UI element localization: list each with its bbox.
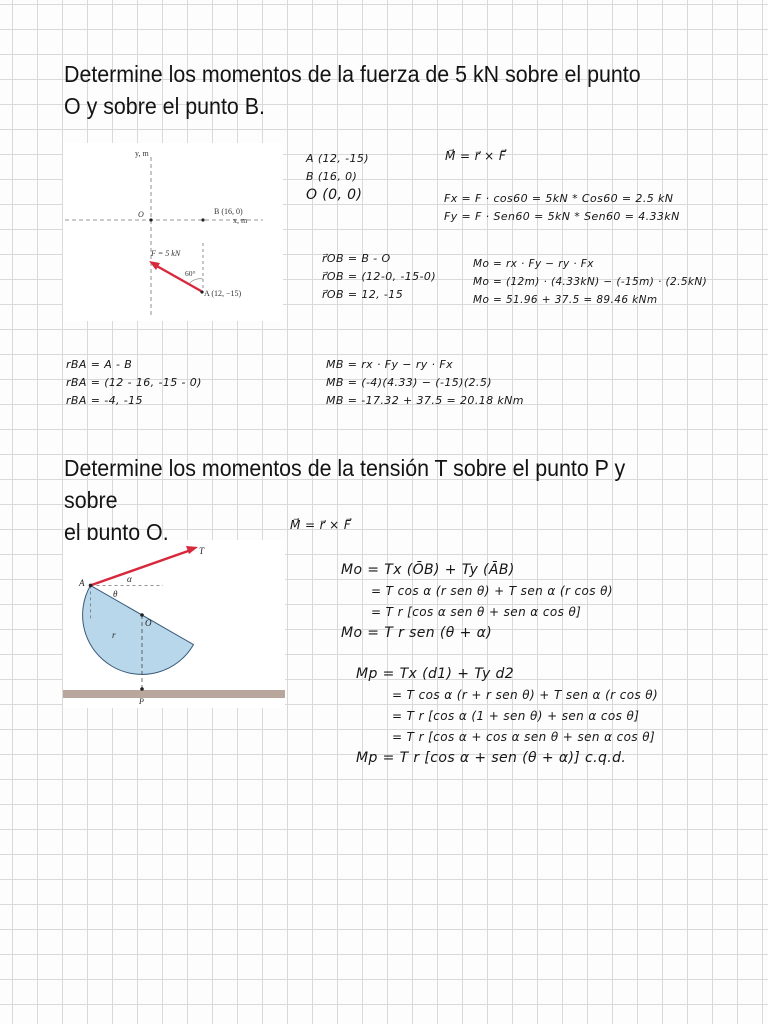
mp-line1: Mp = Tx (d1) + Ty d2 <box>356 666 515 682</box>
problem2-title-line2: el punto O. <box>64 519 169 545</box>
r-ba-line3: rBA = -4, -15 <box>66 394 143 407</box>
angle-arc <box>189 279 203 284</box>
r-ba-line1: rBA = A - B <box>66 358 133 371</box>
point-p-label: P <box>139 697 144 706</box>
moment-o-note <box>473 255 707 309</box>
origin-label: O <box>138 210 144 219</box>
mo2-line3: = T r [cos α sen θ + sen α cos θ] <box>371 605 582 619</box>
mo2-line2: = T cos α (r sen θ) + T sen α (r cos θ) <box>371 584 613 598</box>
theta-label: θ <box>113 589 118 599</box>
point-a <box>89 584 93 588</box>
angle-label: 60° <box>185 269 196 278</box>
coord-b: B (16, 0) <box>306 170 358 183</box>
r-ba-line2: rBA = (12 - 16, -15 - 0) <box>66 376 202 389</box>
semicircle-diagram <box>63 540 285 708</box>
point-b-label: B (16, 0) <box>214 207 243 216</box>
tension-arrowhead <box>186 546 198 554</box>
r-ob-note <box>322 250 436 304</box>
problem1-title-line1: Determine los momentos de la fuerza de 5 kN sobre el punto <box>64 61 641 87</box>
force-diagram <box>63 143 283 321</box>
x-axis-label: x, m <box>233 216 248 225</box>
r-ob-line1: r⃗OB = B - O <box>322 252 391 265</box>
mp-line2: = T cos α (r + r sen θ) + T sen α (r cos θ) <box>392 688 659 702</box>
problem1-heading <box>64 58 678 122</box>
mo-line2: Mo = (12m) · (4.33kN) − (-15m) · (2.5kN) <box>473 276 708 288</box>
ground <box>63 690 285 698</box>
r-ob-line2: r⃗OB = (12-0, -15-0) <box>322 270 437 283</box>
mp-line3: = T r [cos α (1 + sen θ) + sen α cos θ] <box>392 709 640 723</box>
r-ba-note <box>66 356 202 410</box>
point-b <box>201 218 204 221</box>
moment-formula-1: M⃗ = r⃗ × F⃗ <box>445 149 507 163</box>
semicircle-body <box>83 585 194 674</box>
moment-formula-2: M⃗ = r⃗ × F⃗ <box>290 518 352 532</box>
mo-line1: Mo = rx · Fy − ry · Fx <box>473 258 594 270</box>
moment-b-note <box>326 356 524 410</box>
problem2-title-line1: Determine los momentos de la tensión T sobre el punto P y sobre <box>64 455 626 513</box>
moment-p-note <box>356 664 658 769</box>
tension-label: T <box>199 546 205 556</box>
force-label: F = 5 kN <box>151 249 181 258</box>
problem1-title-line2: O y sobre el punto B. <box>64 93 265 119</box>
mo2-line1: Mo = Tx (ŌB) + Ty (ĀB) <box>341 562 515 578</box>
moment-o2-note <box>341 560 613 644</box>
mo2-line4: Mo = T r sen (θ + α) <box>341 625 493 641</box>
point-a-label: A <box>79 578 85 588</box>
coord-o: O (0, 0) <box>306 187 363 203</box>
alpha-label: α <box>127 574 132 584</box>
mb-line1: MB = rx · Fy − ry · Fx <box>326 358 453 371</box>
coord-a: A (12, -15) <box>306 152 369 165</box>
problem2-heading <box>64 452 678 548</box>
point-o-label: O <box>145 618 152 628</box>
mb-line3: MB = -17.32 + 37.5 = 20.18 kNm <box>326 394 524 407</box>
mp-line5: Mp = T r [cos α + sen (θ + α)] c.q.d. <box>356 750 627 766</box>
mo-line3: Mo = 51.96 + 37.5 = 89.46 kNm <box>473 294 658 306</box>
force-components <box>444 190 680 226</box>
point-p <box>140 687 144 691</box>
r-ob-line3: r⃗OB = 12, -15 <box>322 288 404 301</box>
point-o <box>140 613 144 617</box>
mp-line4: = T r [cos α + cos α sen θ + sen α cos θ] <box>392 730 656 744</box>
origin-point <box>149 218 152 221</box>
point-a-label: A (12, −15) <box>204 289 242 298</box>
radius-label: r <box>112 630 116 640</box>
tension-arrow <box>91 550 192 585</box>
mb-line2: MB = (-4)(4.33) − (-15)(2.5) <box>326 376 492 389</box>
fy-line: Fy = F · Sen60 = 5kN * Sen60 = 4.33kN <box>444 210 680 223</box>
y-axis-label: y, m <box>135 149 149 158</box>
coordinates-note <box>306 150 369 204</box>
fx-line: Fx = F · cos60 = 5kN * Cos60 = 2.5 kN <box>444 192 674 205</box>
